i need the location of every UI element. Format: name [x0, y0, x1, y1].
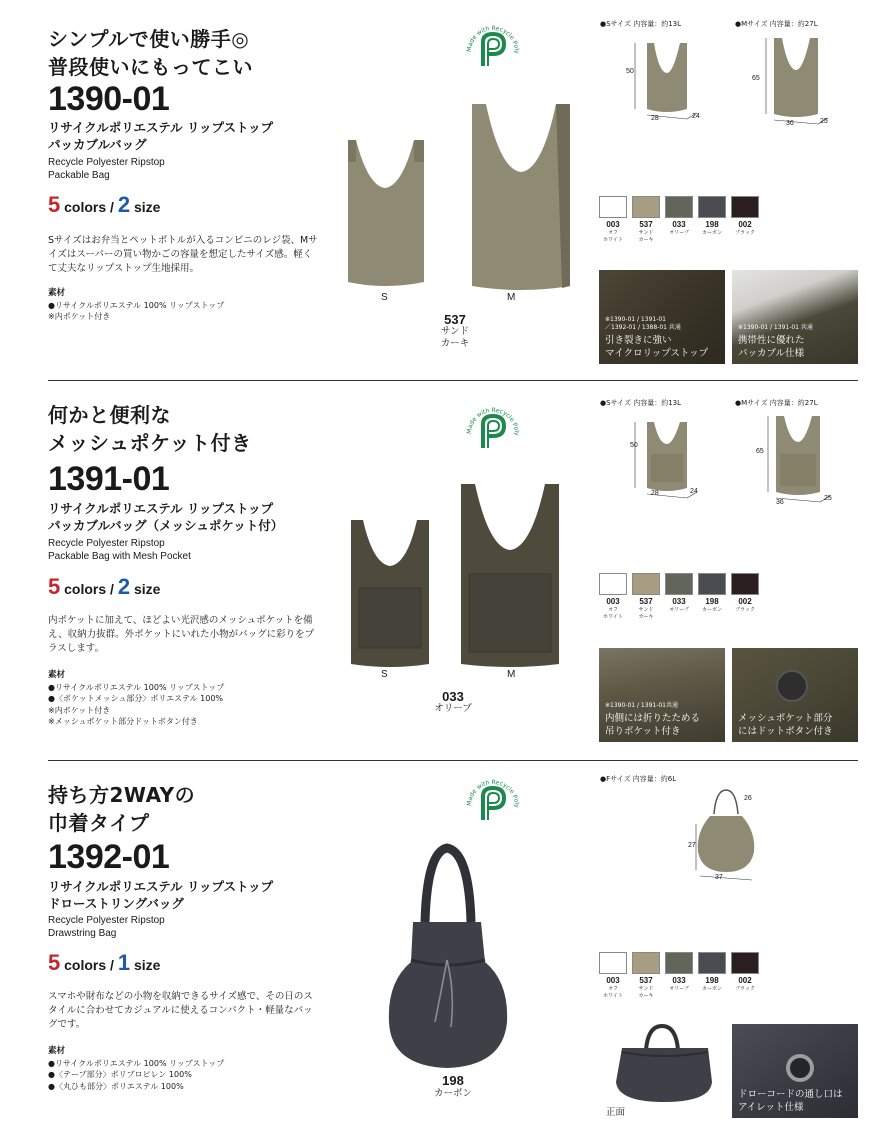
catchphrase-line2: 巾着タイプ	[48, 811, 150, 835]
material-line: ※内ポケット付き	[48, 705, 111, 715]
dim-height: 65	[756, 448, 764, 455]
swatch	[664, 952, 694, 999]
material-title: 素材	[48, 288, 66, 298]
swatch-chip	[731, 573, 759, 595]
swatch-chip	[698, 952, 726, 974]
product-description: 内ポケットに加えて、ほどよい光沢感のメッシュポケットを備え、収納力抜群。外ポケットにいれた小物がバッグに彩りをプラスします。	[48, 615, 315, 654]
detail-photo-packable	[732, 270, 858, 364]
swatch-chip	[698, 573, 726, 595]
size-word: size	[133, 581, 161, 597]
product-name-jp-line2: パッカブルバッグ	[48, 137, 147, 152]
swatch-name: カーボン	[701, 607, 722, 613]
catchphrase-line1: シンプルで使い勝手◎	[48, 27, 250, 51]
recycle-polyester-logo-icon	[461, 400, 525, 464]
dim-depth: 25	[824, 495, 832, 502]
color-swatches	[598, 196, 760, 243]
color-swatches	[598, 952, 760, 999]
featured-color-number: 198	[442, 1073, 464, 1088]
featured-color-name: カーボン	[433, 1088, 472, 1099]
featured-color-number: 537	[444, 312, 466, 327]
colors-count: 5	[48, 574, 61, 599]
detail-photo-ripstop	[599, 270, 725, 364]
swatch-name: サンド	[638, 230, 654, 236]
swatch	[631, 573, 661, 620]
detail-photo-inner-pocket	[599, 648, 725, 742]
material-block	[48, 670, 224, 728]
dim-height: 65	[752, 75, 760, 82]
swatch-chip	[632, 196, 660, 218]
color-size-count	[48, 950, 160, 976]
swatch-chip	[599, 573, 627, 595]
product-name-jp-line1: リサイクルポリエステル リップストップ	[48, 501, 274, 516]
photo-caption: ドローコードの通し口は	[738, 1089, 843, 1100]
swatch-name: オフ	[608, 986, 618, 992]
swatch-name: オリーブ	[669, 607, 689, 613]
colors-word: colors /	[64, 957, 114, 973]
dim-depth: 26	[744, 795, 752, 802]
swatch-name: オフ	[608, 230, 618, 236]
swatch-number: 033	[672, 220, 686, 229]
photo-note: ※1390-01 / 1391-01共通	[605, 702, 679, 709]
photo-caption: メッシュポケット部分	[738, 713, 833, 724]
product-name-en-line1: Recycle Polyester Ripstop	[48, 915, 165, 926]
swatch	[664, 573, 694, 620]
swatch-chip	[731, 952, 759, 974]
material-line: ●リサイクルポリエステル 100% リップストップ	[48, 682, 225, 692]
size-header-f: ●Fサイズ 内容量：約6L	[600, 775, 677, 783]
swatch-chip	[632, 573, 660, 595]
product-name-jp-line2: ドローストリングバッグ	[48, 896, 184, 911]
size-count: 2	[117, 192, 131, 217]
product-name-en-line2: Packable Bag	[48, 170, 110, 181]
swatch	[730, 196, 760, 243]
swatch-number: 002	[738, 220, 752, 229]
product-section-1391	[0, 380, 894, 760]
colors-word: colors /	[64, 581, 114, 597]
swatch-number: 537	[639, 220, 653, 229]
swatch-name: ホワイト	[603, 613, 623, 620]
swatch-chip	[632, 952, 660, 974]
size-count: 2	[117, 574, 131, 599]
swatch-name: カーボン	[701, 230, 722, 236]
size-header-s: ●Sサイズ 内容量：約13L	[600, 399, 682, 407]
swatch-number: 033	[672, 597, 686, 606]
swatch-chip	[665, 952, 693, 974]
colors-count: 5	[48, 950, 61, 975]
material-block	[48, 288, 224, 323]
material-line: ※メッシュポケット部分ドットボタン付き	[48, 717, 198, 726]
product-section-1392	[0, 760, 894, 1136]
swatch-name: サンド	[638, 986, 654, 992]
swatch-number: 003	[606, 220, 620, 229]
catchphrase-line2: メッシュポケット付き	[48, 431, 252, 455]
swatch-number: 003	[606, 597, 620, 606]
product-description: スマホや財布などの小物を収納できるサイズ感で、その日のスタイルに合わせてカジュアルに使えるコンパクト・軽量なバッグです。	[48, 991, 313, 1030]
swatch-name: ブラック	[735, 986, 755, 992]
swatch-chip	[731, 196, 759, 218]
photo-caption: 内側には折りたためる	[605, 713, 701, 724]
logo-text: Made with Recycle Poly	[465, 778, 521, 808]
dim-depth: 24	[692, 113, 700, 120]
product-name-en-line1: Recycle Polyester Ripstop	[48, 538, 165, 549]
colors-count: 5	[48, 192, 61, 217]
swatch-number: 198	[705, 597, 719, 606]
swatch	[664, 196, 694, 243]
size-diagram-s	[625, 35, 705, 125]
photo-caption: 引き裂きに強い	[605, 335, 672, 346]
swatch-name: カーキ	[638, 992, 654, 999]
recycle-polyester-logo-icon	[461, 18, 525, 82]
photo-note: ※1390-01 / 1391-01	[605, 316, 667, 323]
colors-word: colors /	[64, 199, 114, 215]
featured-color-name: オリーブ	[434, 703, 472, 714]
material-line: ●リサイクルポリエステル 100% リップストップ	[48, 1058, 225, 1068]
swatch-number: 033	[672, 976, 686, 985]
swatch-number: 537	[639, 976, 653, 985]
size-label-m: M	[507, 669, 516, 680]
swatch-number: 198	[705, 220, 719, 229]
catchphrase-line1: 持ち方2WAYの	[48, 783, 196, 807]
size-header-m: ●Mサイズ 内容量：約27L	[735, 20, 818, 28]
photo-note: ／1392-01 / 1388-01 共通	[605, 324, 681, 331]
product-description: Sサイズはお弁当とペットボトルが入るコンビニのレジ袋、Mサイズはスーパーの買い物かごの容量を想定したサイズ感。軽くて丈夫なリップストップ生地採用。	[48, 235, 318, 274]
size-word: size	[133, 957, 161, 973]
material-title: 素材	[48, 670, 66, 680]
swatch-name: オリーブ	[669, 230, 689, 236]
swatch	[697, 573, 727, 620]
size-word: size	[133, 199, 161, 215]
swatch-chip	[599, 196, 627, 218]
product-name-jp-line1: リサイクルポリエステル リップストップ	[48, 879, 274, 894]
size-diagram-m	[762, 408, 837, 508]
dim-width: 37	[715, 874, 723, 881]
featured-color-number: 033	[442, 689, 464, 704]
swatch-name: ブラック	[735, 230, 755, 236]
dim-width: 36	[776, 499, 784, 506]
size-header-m: ●Mサイズ 内容量：約27L	[735, 399, 818, 407]
swatch	[730, 952, 760, 999]
material-line: ※内ポケット付き	[48, 312, 111, 321]
swatch	[598, 952, 628, 999]
material-line: ●リサイクルポリエステル 100% リップストップ	[48, 300, 225, 310]
recycle-polyester-logo-icon	[461, 772, 525, 836]
product-code: 1390-01	[48, 80, 170, 118]
featured-color-name: サンド	[440, 326, 470, 337]
bag-image-drawstring	[385, 842, 510, 1072]
material-line: ●〈丸ひも部分〉ポリエステル 100%	[48, 1081, 184, 1091]
dim-width: 28	[651, 490, 659, 497]
color-size-count	[48, 192, 160, 218]
size-count: 1	[117, 950, 131, 975]
photo-note: ※1390-01 / 1391-01 共通	[738, 324, 813, 331]
swatch-name: カーボン	[701, 986, 722, 992]
product-name-en-line2: Drawstring Bag	[48, 928, 117, 939]
dim-height: 50	[630, 442, 638, 449]
logo-text: Made with Recycle Poly	[465, 406, 521, 436]
swatch	[697, 952, 727, 999]
photo-caption: 吊りポケット付き	[605, 726, 681, 737]
material-block	[48, 1046, 224, 1092]
swatch	[631, 952, 661, 999]
swatch-name: ブラック	[735, 607, 755, 613]
photo-caption: アイレット仕様	[738, 1102, 804, 1113]
product-section-1390	[0, 0, 894, 380]
color-swatches	[598, 573, 760, 620]
swatch-number: 537	[639, 597, 653, 606]
swatch-chip	[665, 196, 693, 218]
product-name-en-line2: Packable Bag with Mesh Pocket	[48, 551, 191, 562]
photo-caption: パッカブル仕様	[738, 348, 805, 359]
detail-photo-eyelet	[732, 1024, 858, 1118]
dim-height: 50	[626, 68, 634, 75]
swatch-number: 198	[705, 976, 719, 985]
size-label-m: M	[507, 292, 516, 303]
swatch	[697, 196, 727, 243]
material-line: ●〈ポケットメッシュ部分〉ポリエステル 100%	[48, 694, 224, 703]
size-diagram-m	[760, 30, 835, 130]
featured-color-name: カーキ	[440, 338, 470, 349]
photo-caption: にはドットボタン付き	[738, 726, 833, 737]
swatch-name: サンド	[638, 607, 654, 613]
swatch-number: 002	[738, 976, 752, 985]
size-label-s: S	[381, 292, 388, 303]
color-size-count	[48, 574, 160, 600]
swatch	[598, 196, 628, 243]
size-header-s: ●Sサイズ 内容量：約13L	[600, 20, 682, 28]
swatch	[631, 196, 661, 243]
product-name-jp-line1: リサイクルポリエステル リップストップ	[48, 120, 274, 135]
swatch-name: オフ	[608, 607, 618, 613]
bag-image-m	[455, 480, 565, 672]
swatch-name: カーキ	[638, 613, 654, 620]
photo-caption: 携帯性に優れた	[738, 335, 805, 346]
catchphrase-line2: 普段使いにもってこい	[48, 55, 253, 79]
front-view-image	[612, 1022, 718, 1104]
dim-depth: 24	[690, 488, 698, 495]
swatch-chip	[665, 573, 693, 595]
photo-caption: マイクロリップストップ	[605, 348, 709, 359]
product-name-en-line1: Recycle Polyester Ripstop	[48, 157, 165, 168]
material-line: ●〈テープ部分〉ポリプロピレン 100%	[48, 1070, 192, 1079]
dim-width: 36	[786, 120, 794, 127]
product-code: 1392-01	[48, 838, 170, 876]
size-label-s: S	[381, 669, 388, 680]
swatch-chip	[698, 196, 726, 218]
swatch	[598, 573, 628, 620]
bag-image-m	[466, 100, 576, 295]
swatch-name: オリーブ	[669, 986, 689, 992]
material-title: 素材	[48, 1046, 66, 1056]
swatch-name: ホワイト	[603, 236, 623, 243]
swatch-chip	[599, 952, 627, 974]
swatch	[730, 573, 760, 620]
dim-height: 27	[688, 842, 696, 849]
dim-width: 28	[651, 115, 659, 122]
product-name-jp-line2: パッカブルバッグ（メッシュポケット付）	[48, 518, 284, 533]
logo-text: Made with Recycle Poly	[465, 24, 521, 54]
swatch-name: カーキ	[638, 236, 654, 243]
dim-depth: 25	[820, 118, 828, 125]
bag-image-s	[340, 102, 430, 292]
front-view-label: 正面	[606, 1107, 626, 1118]
detail-photo-dot-button	[732, 648, 858, 742]
dot-button-icon	[776, 670, 808, 702]
swatch-name: ホワイト	[603, 992, 623, 999]
swatch-number: 003	[606, 976, 620, 985]
catchphrase-line1: 何かと便利な	[48, 403, 171, 427]
bag-image-s	[345, 512, 435, 672]
eyelet-icon	[786, 1054, 814, 1082]
swatch-number: 002	[738, 597, 752, 606]
product-code: 1391-01	[48, 460, 170, 498]
